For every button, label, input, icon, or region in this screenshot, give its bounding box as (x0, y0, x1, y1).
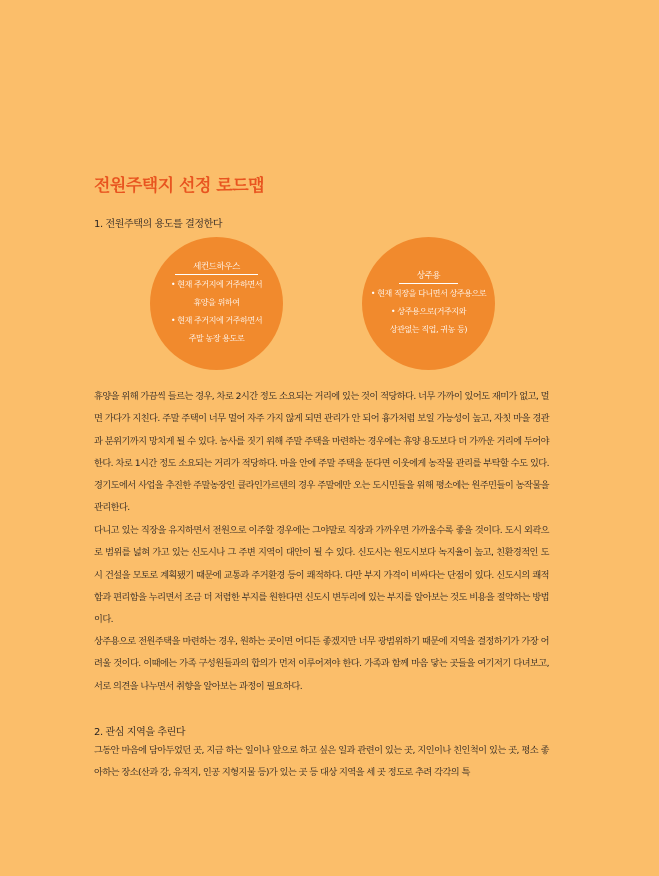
circle-line: • 현재 주거지에 거주하면서 (170, 279, 263, 289)
circle-line: • 현재 직장을 다니면서 상주용으로 (370, 288, 487, 298)
circle-line: 상관없는 직업, 귀농 등) (389, 324, 468, 334)
page-title: 전원주택지 선정 로드맵 (94, 176, 265, 196)
circle-line: • 현재 주거지에 거주하면서 (170, 315, 263, 325)
second-house-circle (150, 237, 283, 370)
section-heading-2: 2. 관심 지역을 추린다 (94, 727, 186, 738)
body-paragraph-3: 상주용으로 전원주택을 마련하는 경우, 원하는 곳이면 어디든 좋겠지만 너무 광범위하기 때문에 지역을 결정하기가 가장 어려울 것이다. 이때에는 가족 구성원들과의 합의가 먼저 이루어져야 한다. 가족과 함께 마음 닿는 곳들을 여기저기 다녀보고, 서로 의견을 나누면서 취향을 알아보는 과정이 필요하다. (94, 636, 549, 692)
permanent-residence-circle (362, 237, 495, 370)
body-paragraph-2: 다니고 있는 직장을 유지하면서 전원으로 이주할 경우에는 그야말로 직장과 가까우면 가까울수록 좋을 것이다. 도시 외곽으로 범위를 넓혀 가고 있는 신도시나 그 주변 지역이 대안이 될 수 있다. 신도시는 원도시보다 녹지율이 높고, 친환경적인 도시 건설을 모토로 계획됐기 때문에 교통과 주거환경 등이 쾌적하다. 다만 부지 가격이 비싸다는 단점이 있다. 신도시의 쾌적함과 편리함을 누리면서 조금 더 저렴한 부지를 원한다면 신도시 변두리에 있는 부지를 알아보는 것도 비용을 절약하는 방법이다. (94, 525, 549, 626)
circle-line: 휴양을 위하여 (193, 297, 240, 307)
circle-line: 주말 농장 용도로 (188, 333, 245, 343)
section-heading-1: 1. 전원주택의 용도를 결정한다 (94, 219, 223, 230)
circle-line: • 상주용으로(거주지와 (390, 306, 467, 316)
circle-title: 상주용 (399, 269, 458, 284)
circle-title: 세컨드하우스 (175, 260, 258, 275)
body-paragraph-4: 그동안 마음에 담아두었던 곳, 지금 하는 일이나 앞으로 하고 싶은 일과 관련이 있는 곳, 지인이나 친인척이 있는 곳, 평소 좋아하는 장소(산과 강, 유적지, 인공 지형지물 등)가 있는 곳 등 대상 지역을 세 곳 정도로 추려 각각의 특 (94, 745, 549, 779)
body-paragraph-1: 휴양을 위해 가끔씩 들르는 경우, 차로 2시간 정도 소요되는 거리에 있는 것이 적당하다. 너무 가까이 있어도 재미가 없고, 멀면 가다가 지친다. 주말 주택이 너무 멀어 자주 가지 않게 되면 관리가 안 되어 흉가처럼 보일 가능성이 높고, 자칫 마을 경관과 분위기까지 망치게 될 수 있다. 농사를 짓기 위해 주말 주택을 마련하는 경우에는 휴양 용도보다 더 가까운 거리에 두어야 한다. 차로 1시간 정도 소요되는 거리가 적당하다. 마을 안에 주말 주택을 둔다면 이웃에게 농작물 관리를 부탁할 수도 있다. 경기도에서 사업을 추진한 주말농장인 클라인가르텐의 경우 주말에만 오는 도시민들을 위해 평소에는 원주민들이 농작물을 관리한다. (94, 391, 549, 514)
